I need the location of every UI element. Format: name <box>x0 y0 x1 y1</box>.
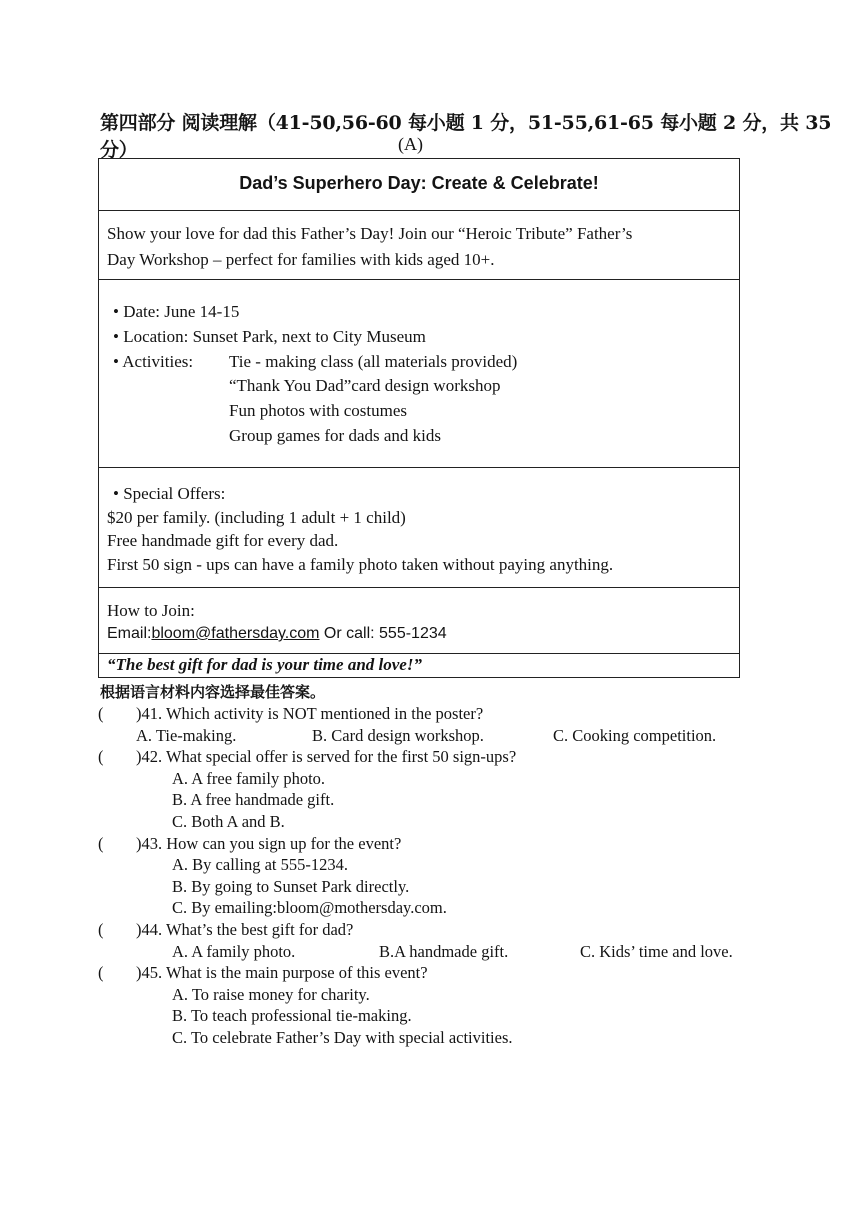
activity-item: Group games for dads and kids <box>229 425 441 445</box>
option-a: A. By calling at 555-1234. <box>172 855 348 875</box>
option-c: C. Both A and B. <box>172 811 285 831</box>
poster-title-row <box>99 159 739 211</box>
question-41 <box>98 703 778 746</box>
question-45 <box>98 962 778 1048</box>
event-date: • Date: June 14-15 <box>113 302 240 321</box>
question-text: )44. What’s the best gift for dad? <box>136 919 354 939</box>
option-b: B. By going to Sunset Park directly. <box>172 876 410 896</box>
poster-slogan <box>99 654 739 677</box>
passage-label: (A) <box>398 134 423 154</box>
activities-label: • Activities: <box>113 351 194 371</box>
slogan-text: “The best gift for dad is your time and love!” <box>107 655 422 674</box>
event-location: • Location: Sunset Park, next to City Museum <box>113 326 426 346</box>
intro-line: Show your love for dad this Father’s Day! Join our “Heroic Tribute” Father’s <box>107 224 633 243</box>
activity-item: Tie - making class (all materials provided) <box>229 351 518 371</box>
join-label: How to Join: <box>107 601 195 620</box>
option-a: A. To raise money for charity. <box>172 984 370 1004</box>
option-a: A. Tie-making. <box>136 725 237 745</box>
offer-item: First 50 sign - ups can have a family photo taken without paying anything. <box>107 554 614 574</box>
poster-title: Dad’s Superhero Day: Create & Celebrate! <box>239 173 599 193</box>
question-text: )42. What special offer is served for the first 50 sign-ups? <box>136 747 517 767</box>
question-text: )45. What is the main purpose of this event? <box>136 963 428 983</box>
email-link[interactable]: bloom@fathersday.com <box>151 625 320 642</box>
option-b: B.A handmade gift. <box>379 941 509 961</box>
option-a: A. A free family photo. <box>172 768 326 788</box>
option-b: B. Card design workshop. <box>312 725 484 745</box>
special-offers <box>99 468 739 588</box>
option-b: B. To teach professional tie-making. <box>172 1006 412 1026</box>
answer-blank[interactable]: ( <box>98 747 104 767</box>
question-44 <box>98 919 778 962</box>
how-to-join <box>99 588 739 654</box>
option-c: C. Cooking competition. <box>553 725 717 745</box>
answer-blank[interactable]: ( <box>98 704 104 723</box>
answer-blank[interactable]: ( <box>98 833 104 853</box>
poster-details <box>99 280 739 468</box>
instruction: 根据语言材料内容选择最佳答案。 <box>100 683 326 701</box>
offer-item: $20 per family. (including 1 adult + 1 child) <box>107 507 406 527</box>
section-title: 第四部分 阅读理解（41-50,56-60 每小题 1 分，51-55,61-65 每小题 2 分，共 35 分） <box>100 112 832 161</box>
question-43 <box>98 833 778 919</box>
event-poster <box>98 158 740 678</box>
offer-item: Free handmade gift for every dad. <box>107 531 339 550</box>
question-42 <box>98 746 778 832</box>
question-list <box>98 703 778 1049</box>
question-text: )43. How can you sign up for the event? <box>136 833 402 853</box>
intro-line: Day Workshop – perfect for families with kids aged 10+. <box>107 250 495 269</box>
option-c: C. To celebrate Father’s Day with special activities. <box>172 1027 513 1047</box>
option-b: B. A free handmade gift. <box>172 790 335 810</box>
answer-blank[interactable]: ( <box>98 963 104 983</box>
activity-item: “Thank You Dad”card design workshop <box>229 376 501 396</box>
poster-intro <box>99 211 739 280</box>
question-text: )41. Which activity is NOT mentioned in the poster? <box>136 704 484 723</box>
option-c: C. Kids’ time and love. <box>580 941 733 961</box>
option-a: A. A family photo. <box>172 941 296 961</box>
option-c: C. By emailing:bloom@mothersday.com. <box>172 898 447 918</box>
answer-blank[interactable]: ( <box>98 919 104 939</box>
email-label: Email: <box>107 625 152 642</box>
activity-item: Fun photos with costumes <box>229 401 408 421</box>
offers-label: • Special Offers: <box>113 484 226 503</box>
phone-text: Or call: 555-1234 <box>319 625 447 642</box>
